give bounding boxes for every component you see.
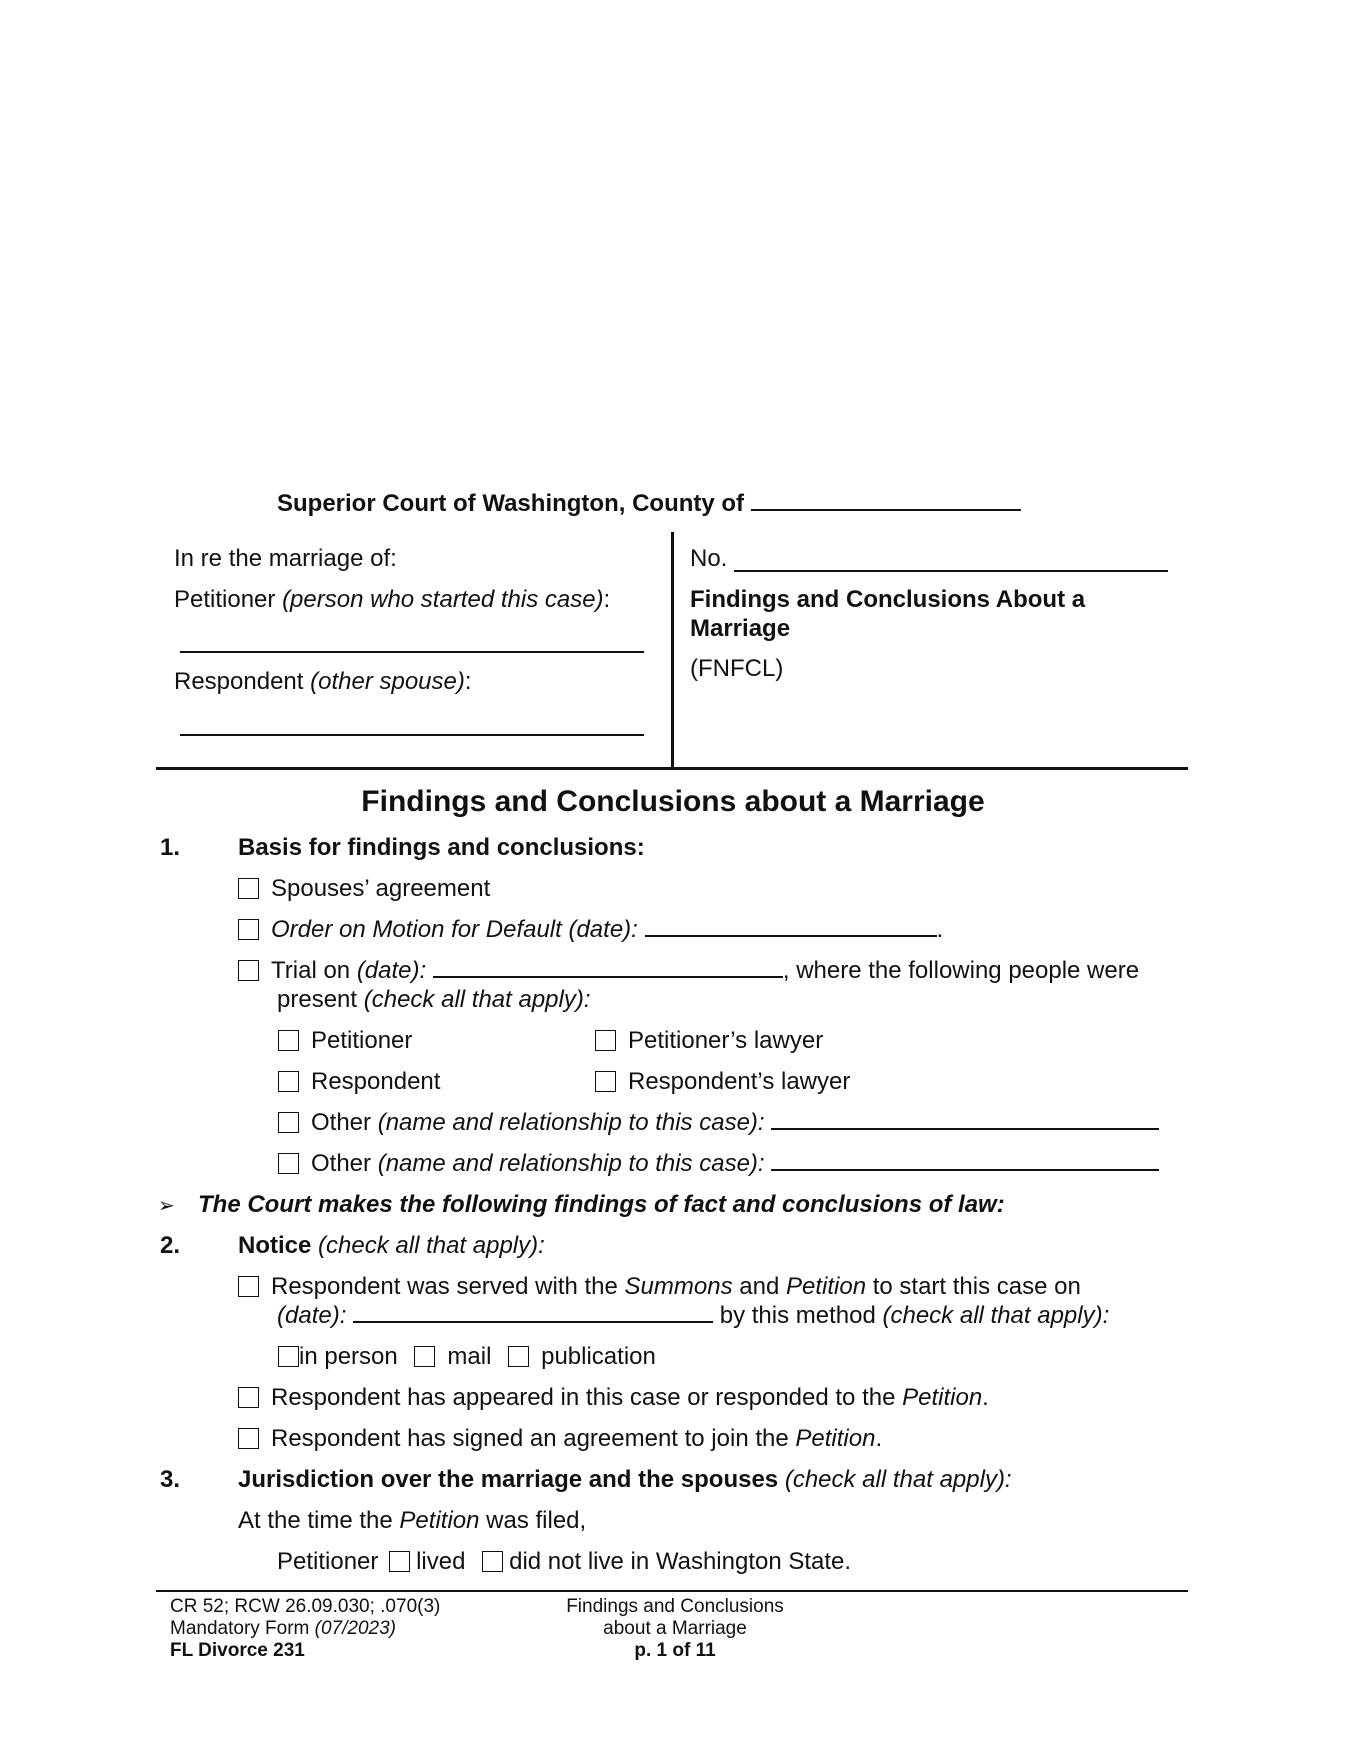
checkbox[interactable] bbox=[238, 878, 259, 899]
other-2-field[interactable] bbox=[771, 1169, 1159, 1171]
checkbox[interactable] bbox=[278, 1112, 299, 1133]
form-title-line2: Marriage bbox=[690, 615, 791, 642]
form-title-line1: Findings and Conclusions About a bbox=[690, 586, 1086, 613]
opt-spouses-agreement: Spouses’ agreement bbox=[238, 875, 490, 903]
checkbox[interactable] bbox=[508, 1346, 529, 1367]
present-petitioner: Petitioner bbox=[278, 1027, 412, 1055]
in-re-label: In re the marriage of: bbox=[174, 545, 397, 572]
section-1-number: 1. bbox=[160, 834, 181, 861]
opt-signed-agreement: Respondent has signed an agreement to join the Petition. bbox=[238, 1425, 882, 1453]
checkbox[interactable] bbox=[238, 1276, 259, 1297]
present-respondent-lawyer: Respondent’s lawyer bbox=[595, 1068, 850, 1096]
opt-trial: Trial on (date): , where the following people were bbox=[238, 957, 1139, 985]
petitioner-label: Petitioner (person who started this case): bbox=[174, 586, 611, 613]
served-date-line: (date): by this method (check all that apply): bbox=[277, 1302, 1110, 1329]
trial-present-line: present (check all that apply): bbox=[277, 986, 591, 1013]
checkbox[interactable] bbox=[238, 960, 259, 981]
form-code: (FNFCL) bbox=[690, 655, 784, 682]
section-1-title: Basis for findings and conclusions: bbox=[238, 834, 645, 861]
petitioner-name-field[interactable] bbox=[180, 651, 644, 653]
caption-bottom-rule bbox=[156, 767, 1188, 770]
arrow-bullet-icon: ➢ bbox=[158, 1195, 175, 1217]
checkbox[interactable] bbox=[278, 1030, 299, 1051]
section-2-title: Notice (check all that apply): bbox=[238, 1232, 545, 1259]
present-respondent: Respondent bbox=[278, 1068, 440, 1096]
checkbox[interactable] bbox=[238, 919, 259, 940]
at-time-line: At the time the Petition was filed, bbox=[238, 1507, 587, 1534]
section-3-number: 3. bbox=[160, 1466, 181, 1493]
checkbox[interactable] bbox=[414, 1346, 435, 1367]
checkbox[interactable] bbox=[238, 1428, 259, 1449]
checkbox[interactable] bbox=[278, 1346, 299, 1367]
footer-center: Findings and Conclusions about a Marriage p. 1 of 11 bbox=[566, 1596, 784, 1661]
other-1-field[interactable] bbox=[771, 1128, 1159, 1130]
court-makes-line: ➢ The Court makes the following findings of fact and conclusions of law: bbox=[158, 1191, 1005, 1218]
checkbox[interactable] bbox=[595, 1071, 616, 1092]
footer-left: CR 52; RCW 26.09.030; .070(3) Mandatory Form (07/2023) FL Divorce 231 bbox=[170, 1596, 441, 1661]
main-title: Findings and Conclusions about a Marriage bbox=[361, 785, 985, 818]
present-other-2: Other (name and relationship to this case): bbox=[278, 1150, 1159, 1178]
checkbox[interactable] bbox=[389, 1551, 410, 1572]
trial-date-field[interactable] bbox=[433, 976, 783, 978]
opt-default-order: Order on Motion for Default (date): . bbox=[238, 916, 943, 944]
default-date-field[interactable] bbox=[645, 935, 937, 937]
petitioner-residence: Petitioner lived did not live in Washington State. bbox=[277, 1548, 852, 1575]
present-petitioner-lawyer: Petitioner’s lawyer bbox=[595, 1027, 823, 1055]
court-title: Superior Court of Washington, County of bbox=[277, 490, 1021, 518]
checkbox[interactable] bbox=[482, 1551, 503, 1572]
checkbox[interactable] bbox=[278, 1153, 299, 1174]
respondent-name-field[interactable] bbox=[180, 734, 644, 736]
checkbox[interactable] bbox=[238, 1387, 259, 1408]
present-other-1: Other (name and relationship to this case): bbox=[278, 1109, 1159, 1137]
section-2-number: 2. bbox=[160, 1232, 181, 1259]
served-date-field[interactable] bbox=[353, 1321, 713, 1323]
opt-served: Respondent was served with the Summons and Petition to start this case on bbox=[238, 1273, 1081, 1301]
checkbox[interactable] bbox=[595, 1030, 616, 1051]
service-methods: in person mail publication bbox=[278, 1343, 656, 1371]
respondent-label: Respondent (other spouse): bbox=[174, 668, 472, 695]
footer-rule bbox=[156, 1590, 1188, 1592]
opt-appeared: Respondent has appeared in this case or responded to the Petition. bbox=[238, 1384, 989, 1412]
caption-divider bbox=[671, 532, 674, 768]
case-number-label: No. bbox=[690, 545, 728, 572]
county-field[interactable] bbox=[751, 509, 1021, 511]
section-3-title: Jurisdiction over the marriage and the spouses (check all that apply): bbox=[238, 1466, 1012, 1493]
checkbox[interactable] bbox=[278, 1071, 299, 1092]
case-number-field[interactable] bbox=[734, 570, 1168, 572]
